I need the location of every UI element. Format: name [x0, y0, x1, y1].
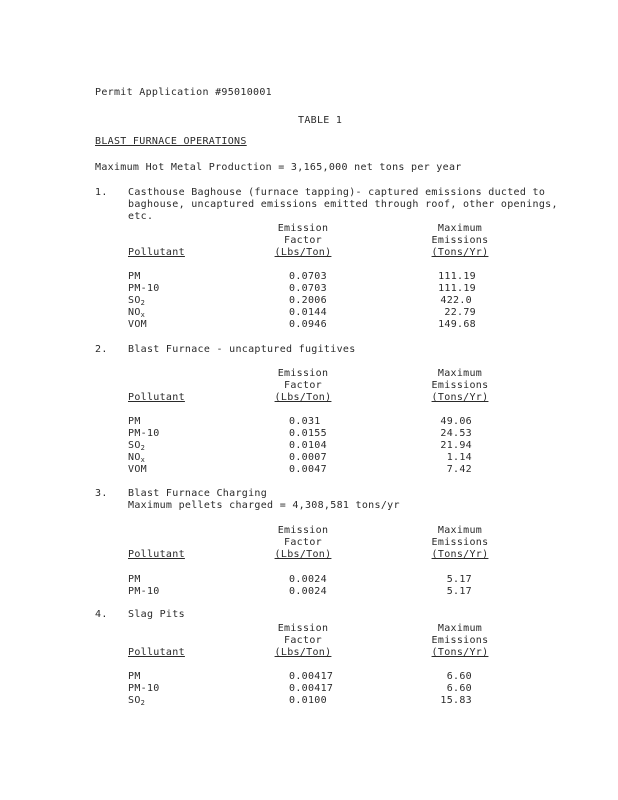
s2-emission-factor-header-2: Factor	[284, 380, 322, 391]
pollutant-base: NO	[128, 307, 141, 318]
max-emissions: 422.0	[440, 295, 472, 306]
s1-emission-factor-header-3: (Lbs/Ton)	[274, 247, 332, 258]
pollutant: PM	[128, 574, 141, 585]
s3-max-emissions-header-2: Emissions	[431, 537, 489, 548]
pollutant: PM-10	[128, 283, 160, 294]
emission-factor: 0.0703	[289, 271, 327, 282]
pollutant-subscript: x	[140, 311, 146, 319]
s4-pollutant-header: Pollutant	[128, 647, 185, 658]
s3-emission-factor-header-1: Emission	[277, 525, 329, 536]
emission-factor: 0.0144	[289, 307, 327, 318]
max-emissions: 149.68	[438, 319, 476, 330]
s3-emission-factor-header-3: (Lbs/Ton)	[274, 549, 332, 560]
s2-pollutant-header: Pollutant	[128, 392, 185, 403]
pollutant: PM	[128, 416, 141, 427]
section-2-number: 2.	[95, 344, 108, 355]
emission-factor: 0.00417	[289, 671, 334, 682]
pollutant-base: SO	[128, 295, 141, 306]
s4-emission-factor-header-3: (Lbs/Ton)	[274, 647, 332, 658]
s2-max-emissions-header-2: Emissions	[431, 380, 489, 391]
pollutant	[128, 695, 145, 709]
pollutant-base: SO	[128, 440, 141, 451]
emission-factor: 0.0047	[289, 464, 327, 475]
s1-max-emissions-header-1: Maximum	[437, 223, 483, 234]
emission-factor: 0.0104	[289, 440, 327, 451]
section-3-number: 3.	[95, 488, 108, 499]
s2-emission-factor-header-3: (Lbs/Ton)	[274, 392, 332, 403]
emission-factor: 0.0024	[289, 574, 327, 585]
max-emissions: 22.79	[444, 307, 476, 318]
emission-factor: 0.0155	[289, 428, 327, 439]
table-title: TABLE 1	[298, 115, 343, 126]
pollutant: PM-10	[128, 586, 160, 597]
s4-max-emissions-header-3: (Tons/Yr)	[431, 647, 489, 658]
pollutant-base: SO	[128, 695, 141, 706]
max-emissions: 15.83	[440, 695, 472, 706]
s2-max-emissions-header-3: (Tons/Yr)	[431, 392, 489, 403]
pollutant-subscript: 2	[140, 444, 146, 452]
s4-emission-factor-header-1: Emission	[277, 623, 329, 634]
s1-emission-factor-header-1: Emission	[277, 223, 329, 234]
max-emissions: 21.94	[440, 440, 472, 451]
pollutant-subscript: 2	[140, 699, 146, 707]
permit-header: Permit Application #95010001	[95, 87, 272, 98]
max-emissions: 1.14	[446, 452, 472, 463]
max-emissions: 6.60	[446, 683, 472, 694]
max-production: Maximum Hot Metal Production = 3,165,000 net tons per year	[95, 162, 462, 173]
max-emissions: 5.17	[446, 586, 472, 597]
section-1-title-line3: etc.	[128, 211, 154, 222]
section-1-title-line2: baghouse, uncaptured emissions emitted through roof, other openings,	[128, 199, 558, 210]
section-1-number: 1.	[95, 187, 108, 198]
section-2-title: Blast Furnace - uncaptured fugitives	[128, 344, 356, 355]
s2-emission-factor-header-1: Emission	[277, 368, 329, 379]
s4-max-emissions-header-2: Emissions	[431, 635, 489, 646]
emission-factor: 0.00417	[289, 683, 334, 694]
section-1-title: Casthouse Baghouse (furnace tapping)- captured emissions ducted to	[128, 187, 546, 198]
s3-emission-factor-header-2: Factor	[284, 537, 322, 548]
pollutant: PM	[128, 671, 141, 682]
section-4-title: Slag Pits	[128, 609, 185, 620]
max-emissions: 6.60	[446, 671, 472, 682]
pollutant: PM	[128, 271, 141, 282]
section-3-title: Blast Furnace Charging	[128, 488, 268, 499]
pollutant-base: NO	[128, 452, 141, 463]
s3-max-emissions-header-1: Maximum	[437, 525, 483, 536]
section-title: BLAST FURNACE OPERATIONS	[95, 136, 247, 147]
pollutant: PM-10	[128, 683, 160, 694]
max-emissions: 24.53	[440, 428, 472, 439]
s2-max-emissions-header-1: Maximum	[437, 368, 483, 379]
s1-max-emissions-header-3: (Tons/Yr)	[431, 247, 489, 258]
emission-factor: 0.0703	[289, 283, 327, 294]
emission-factor: 0.0100	[289, 695, 327, 706]
s1-max-emissions-header-2: Emissions	[431, 235, 489, 246]
s3-pollutant-header: Pollutant	[128, 549, 185, 560]
emission-factor: 0.2006	[289, 295, 327, 306]
pollutant-subscript: 2	[140, 299, 146, 307]
emission-factor: 0.031	[289, 416, 321, 427]
s1-emission-factor-header-2: Factor	[284, 235, 322, 246]
s4-max-emissions-header-1: Maximum	[437, 623, 483, 634]
max-emissions: 5.17	[446, 574, 472, 585]
max-emissions: 49.06	[440, 416, 472, 427]
pollutant: PM-10	[128, 428, 160, 439]
s4-emission-factor-header-2: Factor	[284, 635, 322, 646]
pollutant: VOM	[128, 319, 147, 330]
pollutant-subscript: x	[140, 456, 146, 464]
emission-factor: 0.0946	[289, 319, 327, 330]
section-4-number: 4.	[95, 609, 108, 620]
emission-factor: 0.0007	[289, 452, 327, 463]
section-3-subtitle: Maximum pellets charged = 4,308,581 tons/yr	[128, 500, 400, 511]
max-emissions: 7.42	[446, 464, 472, 475]
s3-max-emissions-header-3: (Tons/Yr)	[431, 549, 489, 560]
max-emissions: 111.19	[438, 283, 476, 294]
s1-pollutant-header: Pollutant	[128, 247, 185, 258]
pollutant: VOM	[128, 464, 147, 475]
emission-factor: 0.0024	[289, 586, 327, 597]
max-emissions: 111.19	[438, 271, 476, 282]
